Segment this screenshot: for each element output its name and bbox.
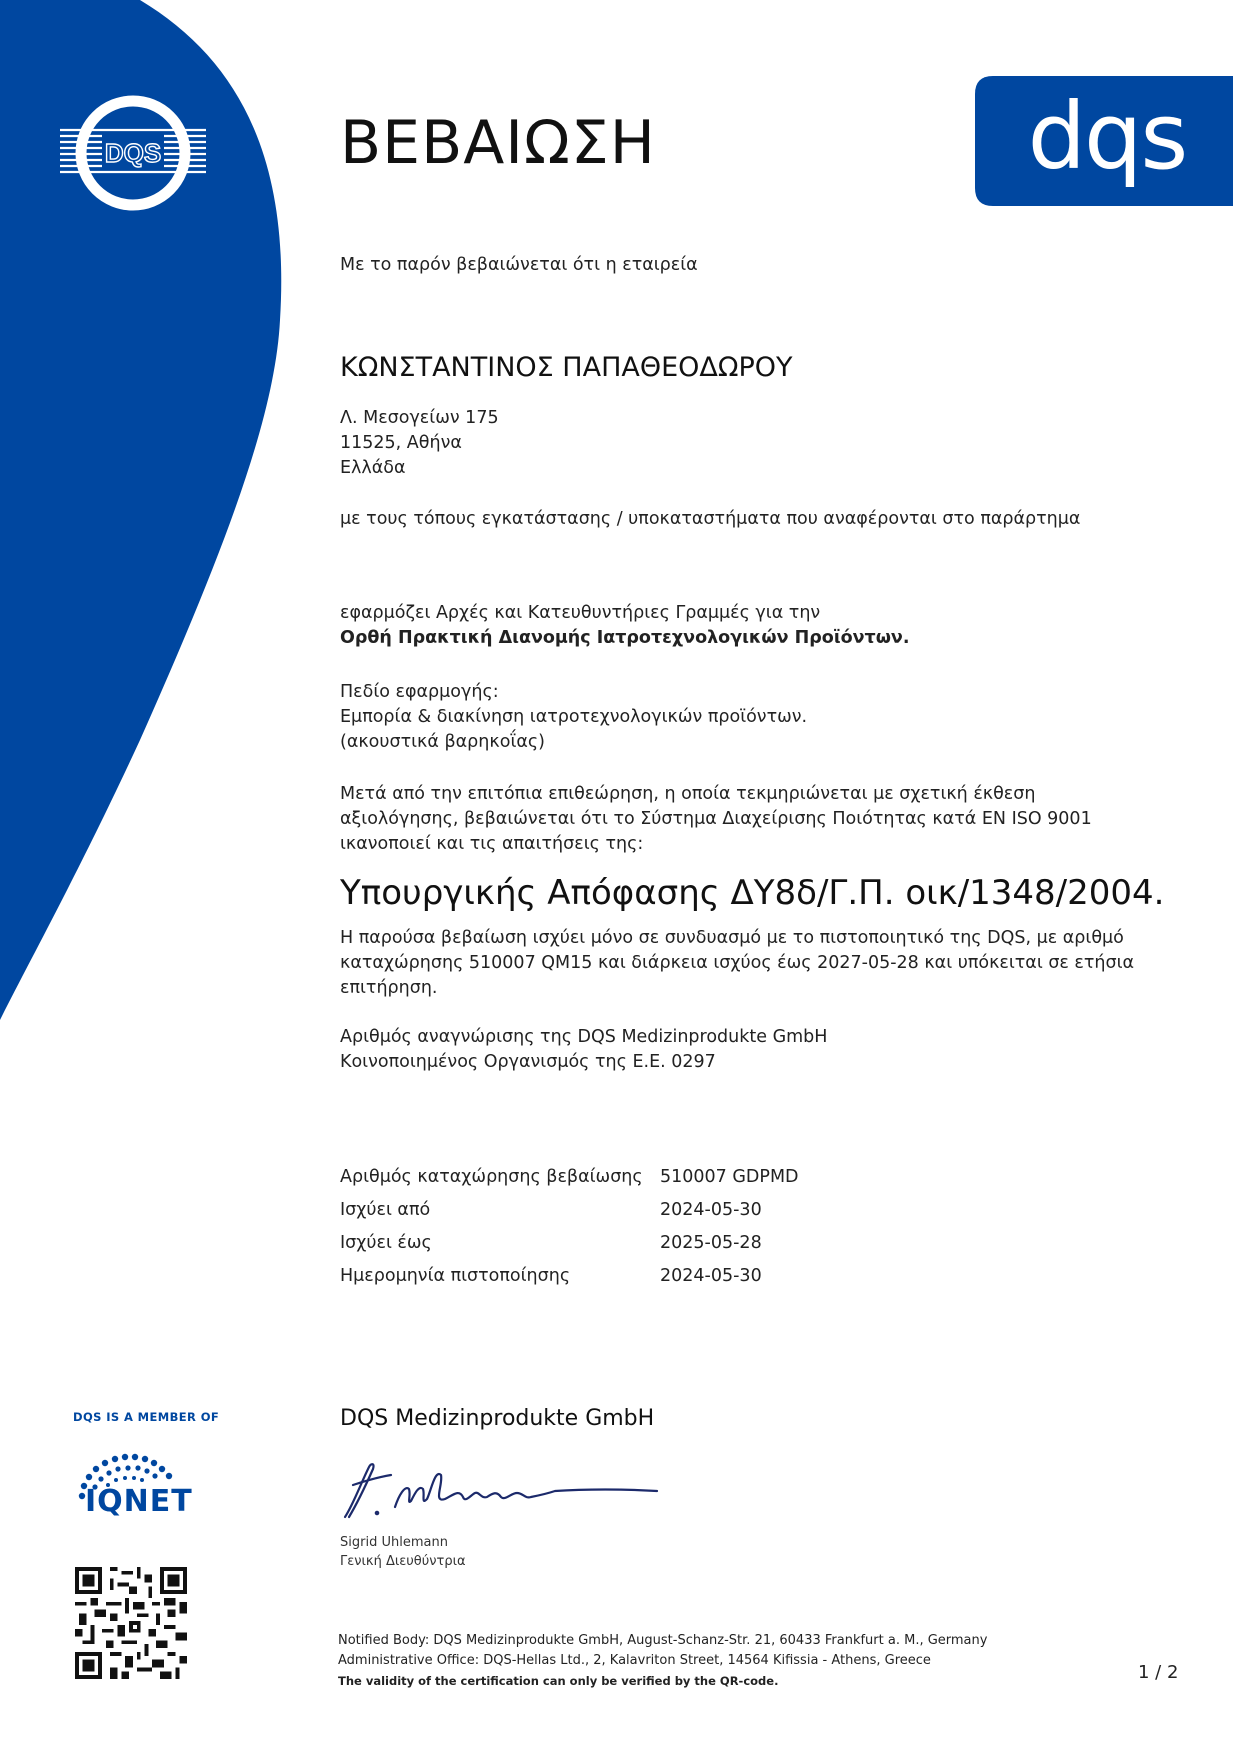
detail-label: Ημερομηνία πιστοποίησης (340, 1266, 571, 1286)
intro-text: Με το παρόν βεβαιώνεται ότι η εταιρεία (340, 255, 698, 275)
document-title: ΒΕΒΑΙΩΣΗ (340, 108, 656, 178)
signer-name: Sigrid Uhlemann (340, 1535, 448, 1550)
notified-line: Κοινοποιημένος Οργανισμός της Ε.Ε. 0297 (340, 1052, 716, 1072)
audit-line: Μετά από την επιτόπια επιθεώρηση, η οποία τεκμηριώνεται με σχετική έκθεση (340, 784, 1036, 804)
company-name: ΚΩΝΣΤΑΝΤΙΝΟΣ ΠΑΠΑΘΕΟΔΩΡΟΥ (340, 352, 793, 383)
ministerial-decision: Υπουργικής Απόφασης ΔΥ8δ/Γ.Π. οικ/1348/2004. (340, 873, 1165, 913)
validity-line: επιτήρηση. (340, 978, 438, 998)
detail-row (340, 1167, 900, 1195)
iqnet-member-text: DQS IS A MEMBER OF (73, 1410, 220, 1424)
scope-label: Πεδίο εφαρμογής: (340, 682, 499, 702)
detail-value: 510007 GDPMD (660, 1167, 799, 1187)
detail-label: Ισχύει από (340, 1200, 431, 1220)
address-country: Ελλάδα (340, 458, 406, 478)
scope-line: (ακουστικά βαρηκοΐας) (340, 732, 545, 752)
detail-value: 2025-05-28 (660, 1233, 762, 1253)
signer-block (340, 1533, 466, 1571)
detail-row (340, 1200, 900, 1228)
detail-row (340, 1266, 900, 1294)
audit-line: ικανοποιεί και τις απαιτήσεις της: (340, 834, 644, 854)
address-street: Λ. Μεσογείων 175 (340, 408, 499, 428)
validity-line: Η παρούσα βεβαίωση ισχύει μόνο σε συνδυασμό με το πιστοποιητικό της DQS, με αριθμό (340, 928, 1124, 948)
signer-role: Γενική Διευθύντρια (340, 1554, 466, 1569)
audit-block (340, 782, 1092, 857)
svg-text:dqs: dqs (1027, 83, 1187, 190)
dqs-seal-icon (58, 88, 208, 218)
gdp-standard: Ορθή Πρακτική Διανομής Ιατροτεχνολογικών Προϊόντων. (340, 628, 910, 648)
signer-organization: DQS Medizinprodukte GmbH (340, 1406, 655, 1431)
validity-block (340, 926, 1134, 1001)
audit-line: αξιολόγησης, βεβαιώνεται ότι το Σύστημα Διαχείρισης Ποιότητας κατά EN ISO 9001 (340, 809, 1092, 829)
address-city: 11525, Αθήνα (340, 433, 462, 453)
svg-text:DQS: DQS (104, 138, 162, 168)
page-number: 1 / 2 (1138, 1662, 1179, 1683)
detail-label: Αριθμός καταχώρησης βεβαίωσης (340, 1167, 643, 1187)
qr-code-icon[interactable] (75, 1567, 187, 1679)
footer-validity-note: The validity of the certification can only be verified by the QR-code. (338, 1674, 779, 1688)
handwritten-signature (335, 1455, 665, 1525)
notified-line: Αριθμός αναγνώρισης της DQS Medizinprodukte GmbH (340, 1027, 828, 1047)
dqs-logo (975, 76, 1233, 206)
footer-notified-body: Notified Body: DQS Medizinprodukte GmbH, August-Schanz-Str. 21, 60433 Frankfurt a. M., Germany (338, 1633, 988, 1648)
scope-line: Εμπορία & διακίνηση ιατροτεχνολογικών προϊόντων. (340, 707, 808, 727)
detail-row (340, 1233, 900, 1261)
applies-line: εφαρμόζει Αρχές και Κατευθυντήριες Γραμμές για την (340, 603, 821, 623)
detail-label: Ισχύει έως (340, 1233, 432, 1253)
footer (338, 1631, 987, 1691)
notified-body-block (340, 1025, 827, 1075)
detail-value: 2024-05-30 (660, 1200, 762, 1220)
scope-block (340, 680, 807, 755)
detail-value: 2024-05-30 (660, 1266, 762, 1286)
company-address (340, 406, 499, 481)
validity-line: καταχώρησης 510007 QM15 και διάρκεια ισχύος έως 2027-05-28 και υπόκειται σε ετήσια (340, 953, 1135, 973)
iqnet-logo-text: IQNET (85, 1484, 193, 1519)
applies-block (340, 601, 910, 651)
sites-note: με τους τόπους εγκατάστασης / υποκαταστήματα που αναφέρονται στο παράρτημα (340, 509, 1081, 529)
footer-admin-office: Administrative Office: DQS-Hellas Ltd., 2, Kalavriton Street, 14564 Kifissia - Athens, Greece (338, 1653, 931, 1668)
